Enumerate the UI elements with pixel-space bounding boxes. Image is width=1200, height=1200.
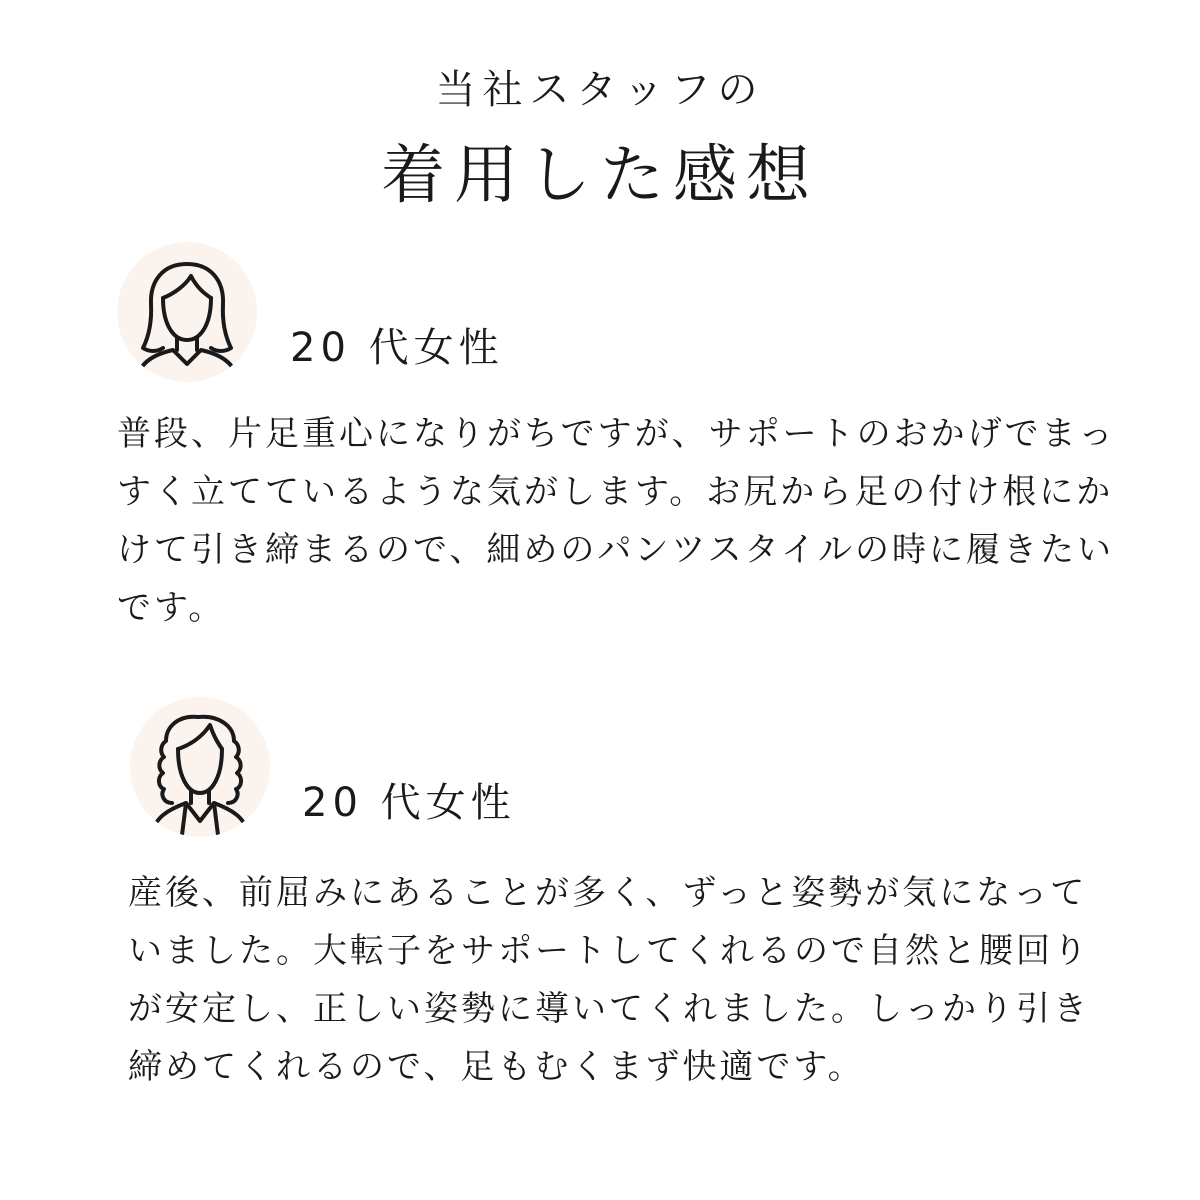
- woman-straight-hair-icon: [117, 242, 257, 382]
- heading-title: 着用した感想: [381, 139, 819, 213]
- review-comment: 普段、片足重心になりがちですが、サポートのおかげでまっすく立てているような気がします。お尻から足の付け根にかけて引き締まるので、細めのパンツスタイルの時に履きたいです。: [117, 414, 1116, 628]
- review-comment: 産後、前屈みにあることが多く、ずっと姿勢が気になっていました。大転子をサポートしてくれるので自然と腰回りが安定し、正しい姿勢に導いてくれました。しっかり引き締めてくれるので、足もむくまず快適です。: [128, 873, 1090, 1087]
- heading-subtitle: 当社スタッフの: [435, 67, 765, 113]
- reviewer-label: 20 代女性: [302, 780, 516, 826]
- woman-curly-hair-icon: [130, 697, 270, 837]
- reviewer-label: 20 代女性: [290, 325, 504, 371]
